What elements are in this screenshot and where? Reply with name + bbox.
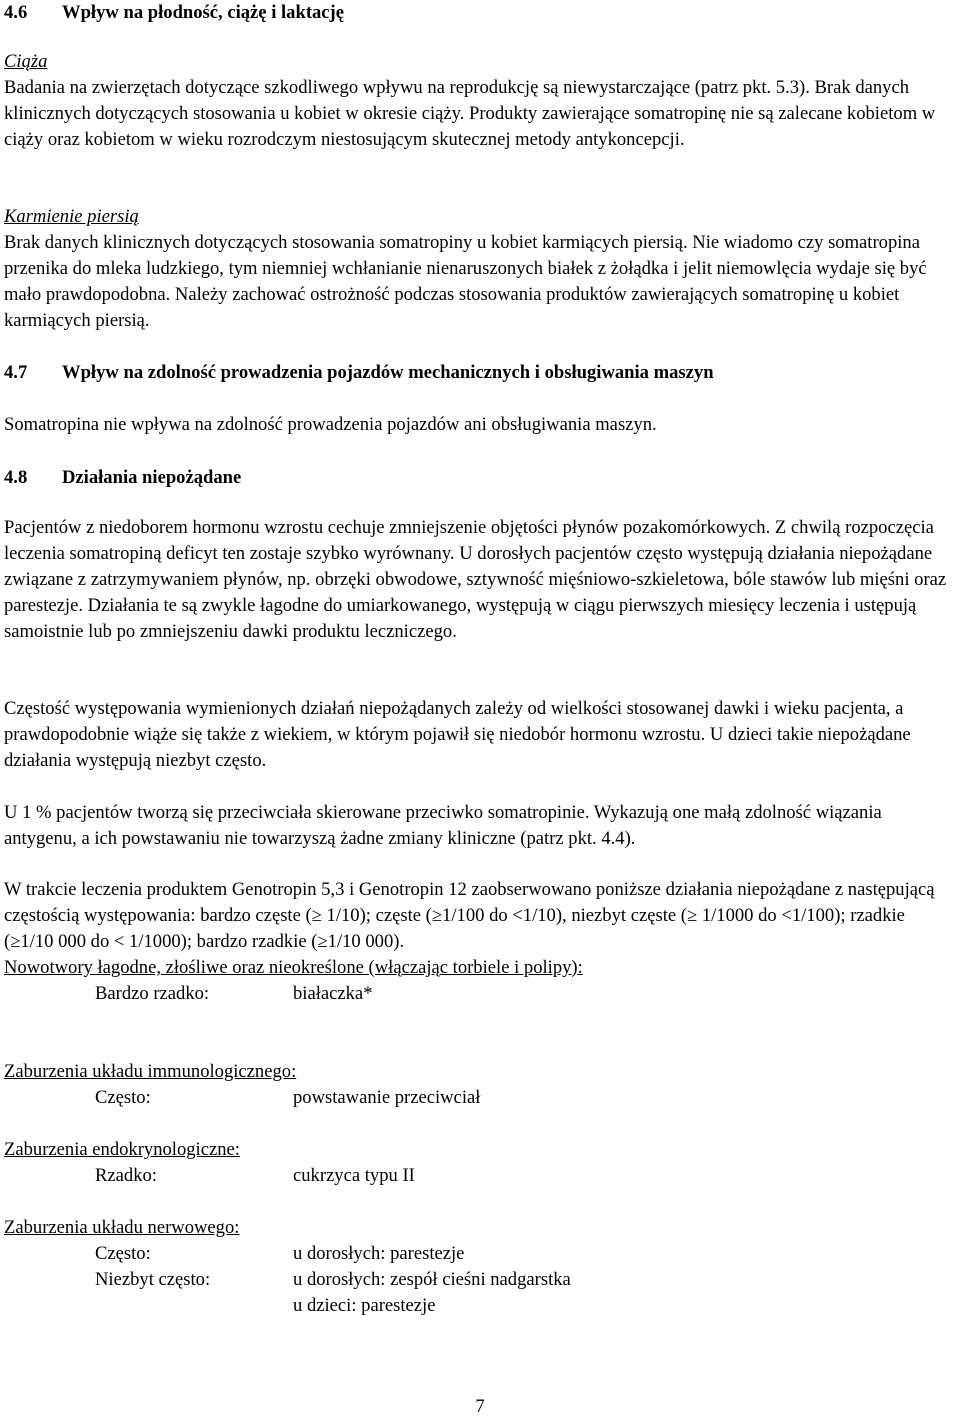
- frequency-table: [4, 1241, 952, 1319]
- frequency-label: Często:: [95, 1243, 151, 1264]
- frequency-row: [95, 1085, 952, 1111]
- frequency-table: [4, 1085, 952, 1111]
- effect-label: u dzieci: parestezje: [293, 1295, 436, 1316]
- driving-text: Somatropina nie wpływa na zdolność prowadzenia pojazdów ani obsługiwania maszyn.: [4, 414, 657, 435]
- pregnancy-text: Badania na zwierzętach dotyczące szkodliwego wpływu na reprodukcję są niewystarczające (patrz pkt. 5.3). Brak danych klinicznych dotyczących stosowania u kobiet w okresie ciąży. Produkty zawierające somatropinę nie są zalecane kobietom w ciąży oraz kobietom w wieku rozrodczym niestosującym skutecznej metody antykoncepcji.: [4, 77, 936, 150]
- page-number: 7: [475, 1396, 485, 1417]
- frequency-label: Rzadko:: [95, 1165, 157, 1186]
- adverse-text: Częstość występowania wymienionych działań niepożądanych zależy od wielkości stosowanej dawki i wieku pacjenta, a prawdopodobnie wiąże się także z wiekiem, w którym pojawił się niedobór hormonu wzrostu. U dzieci takie niepożądane działania występują niezbyt często.: [4, 698, 911, 771]
- section-number: 4.6: [4, 2, 28, 23]
- category-heading: Zaburzenia układu immunologicznego:: [4, 1061, 297, 1082]
- effect-label: u dorosłych: zespół cieśni nadgarstka: [293, 1269, 571, 1290]
- lactation-heading: Karmienie piersią: [4, 206, 139, 227]
- lactation-text: Brak danych klinicznych dotyczących stosowania somatropiny u kobiet karmiących piersią. Nie wiadomo czy somatropina przenika do mleka ludzkiego, tym niemniej wchłanianie nienaruszonych białek z żołądka i jelit niemowlęcia wydaje się być mało prawdopodobna. Należy zachować ostrożność podczas stosowania produktów zawierających somatropinę u kobiet karmiących piersią.: [4, 232, 927, 331]
- frequency-row: [95, 1241, 952, 1267]
- adverse-paragraph-2: [4, 696, 952, 774]
- section-4-8: [4, 465, 952, 491]
- pregnancy-heading: Ciąża: [4, 51, 48, 72]
- section-heading: [4, 465, 952, 491]
- adverse-text: Pacjentów z niedoborem hormonu wzrostu cechuje zmniejszenie objętości płynów pozakomórkowych. Z chwilą rozpoczęcia leczenia somatropiną deficyt ten zostaje szybko wyrównany. U dorosłych pacjentów często występują działania niepożądane związane z zatrzymywaniem płynów, np. obrzęki obwodowe, sztywność mięśniowo-szkieletowa, bóle stawów lub mięśni oraz parestezje. Działania te są zwykle łagodne do umiarkowanego, występują w ciągu pierwszych miesięcy leczenia i ustępują samoistnie lub po zmniejszeniu dawki produktu leczniczego.: [4, 517, 947, 642]
- frequency-row: [95, 981, 952, 1007]
- frequency-table: [4, 981, 952, 1007]
- adverse-paragraph-4: [4, 877, 952, 955]
- frequency-label: [95, 1293, 293, 1319]
- section-title: Wpływ na zdolność prowadzenia pojazdów mechanicznych i obsługiwania maszyn: [62, 362, 714, 383]
- section-number: 4.7: [4, 362, 28, 383]
- frequency-label: Niezbyt często:: [95, 1269, 211, 1290]
- frequency-label: Często:: [95, 1087, 151, 1108]
- section-number: 4.8: [4, 467, 28, 488]
- pregnancy-block: [4, 49, 952, 153]
- category-nervous: [4, 1215, 952, 1319]
- adverse-text: U 1 % pacjentów tworzą się przeciwciała skierowane przeciwko somatropinie. Wykazują one małą zdolność wiązania antygenu, a ich powstawaniu nie towarzyszą żadne zmiany kliniczne (patrz pkt. 4.4).: [4, 802, 882, 849]
- section-4-7-body: [4, 412, 952, 438]
- section-heading: [4, 360, 952, 386]
- section-heading: [4, 0, 952, 26]
- section-4-7: [4, 360, 952, 386]
- category-endocrine: [4, 1137, 952, 1189]
- section-4-6: [4, 0, 952, 26]
- frequency-row: [95, 1163, 952, 1189]
- category-heading: Zaburzenia endokrynologiczne:: [4, 1139, 240, 1160]
- section-title: Wpływ na płodność, ciążę i laktację: [62, 2, 345, 23]
- category-heading: Nowotwory łagodne, złośliwe oraz nieokreślone (włączając torbiele i polipy):: [4, 957, 583, 978]
- effect-label: u dorosłych: parestezje: [293, 1243, 465, 1264]
- category-immune: [4, 1059, 952, 1111]
- adverse-paragraph-1: [4, 515, 952, 645]
- frequency-table: [4, 1163, 952, 1189]
- frequency-row: [95, 1293, 952, 1319]
- frequency-row: [95, 1267, 952, 1293]
- effect-label: powstawanie przeciwciał: [293, 1087, 481, 1108]
- adverse-text: W trakcie leczenia produktem Genotropin 5,3 i Genotropin 12 zaobserwowano poniższe działania niepożądane z następującą częstością występowania: bardzo częste (≥ 1/10); częste (≥1/100 do <1/10), niezbyt częste (≥ 1/1000 do <1/100); rzadkie (≥1/10 000 do < 1/1000); bardzo rzadkie (≥1/10 000).: [4, 879, 935, 952]
- category-heading: Zaburzenia układu nerwowego:: [4, 1217, 240, 1238]
- frequency-label: Bardzo rzadko:: [95, 983, 210, 1004]
- effect-label: białaczka*: [293, 983, 373, 1004]
- category-neoplasms: [4, 955, 952, 1007]
- effect-label: cukrzyca typu II: [293, 1165, 415, 1186]
- lactation-block: [4, 204, 952, 334]
- section-title: Działania niepożądane: [62, 467, 242, 488]
- adverse-paragraph-3: [4, 800, 952, 852]
